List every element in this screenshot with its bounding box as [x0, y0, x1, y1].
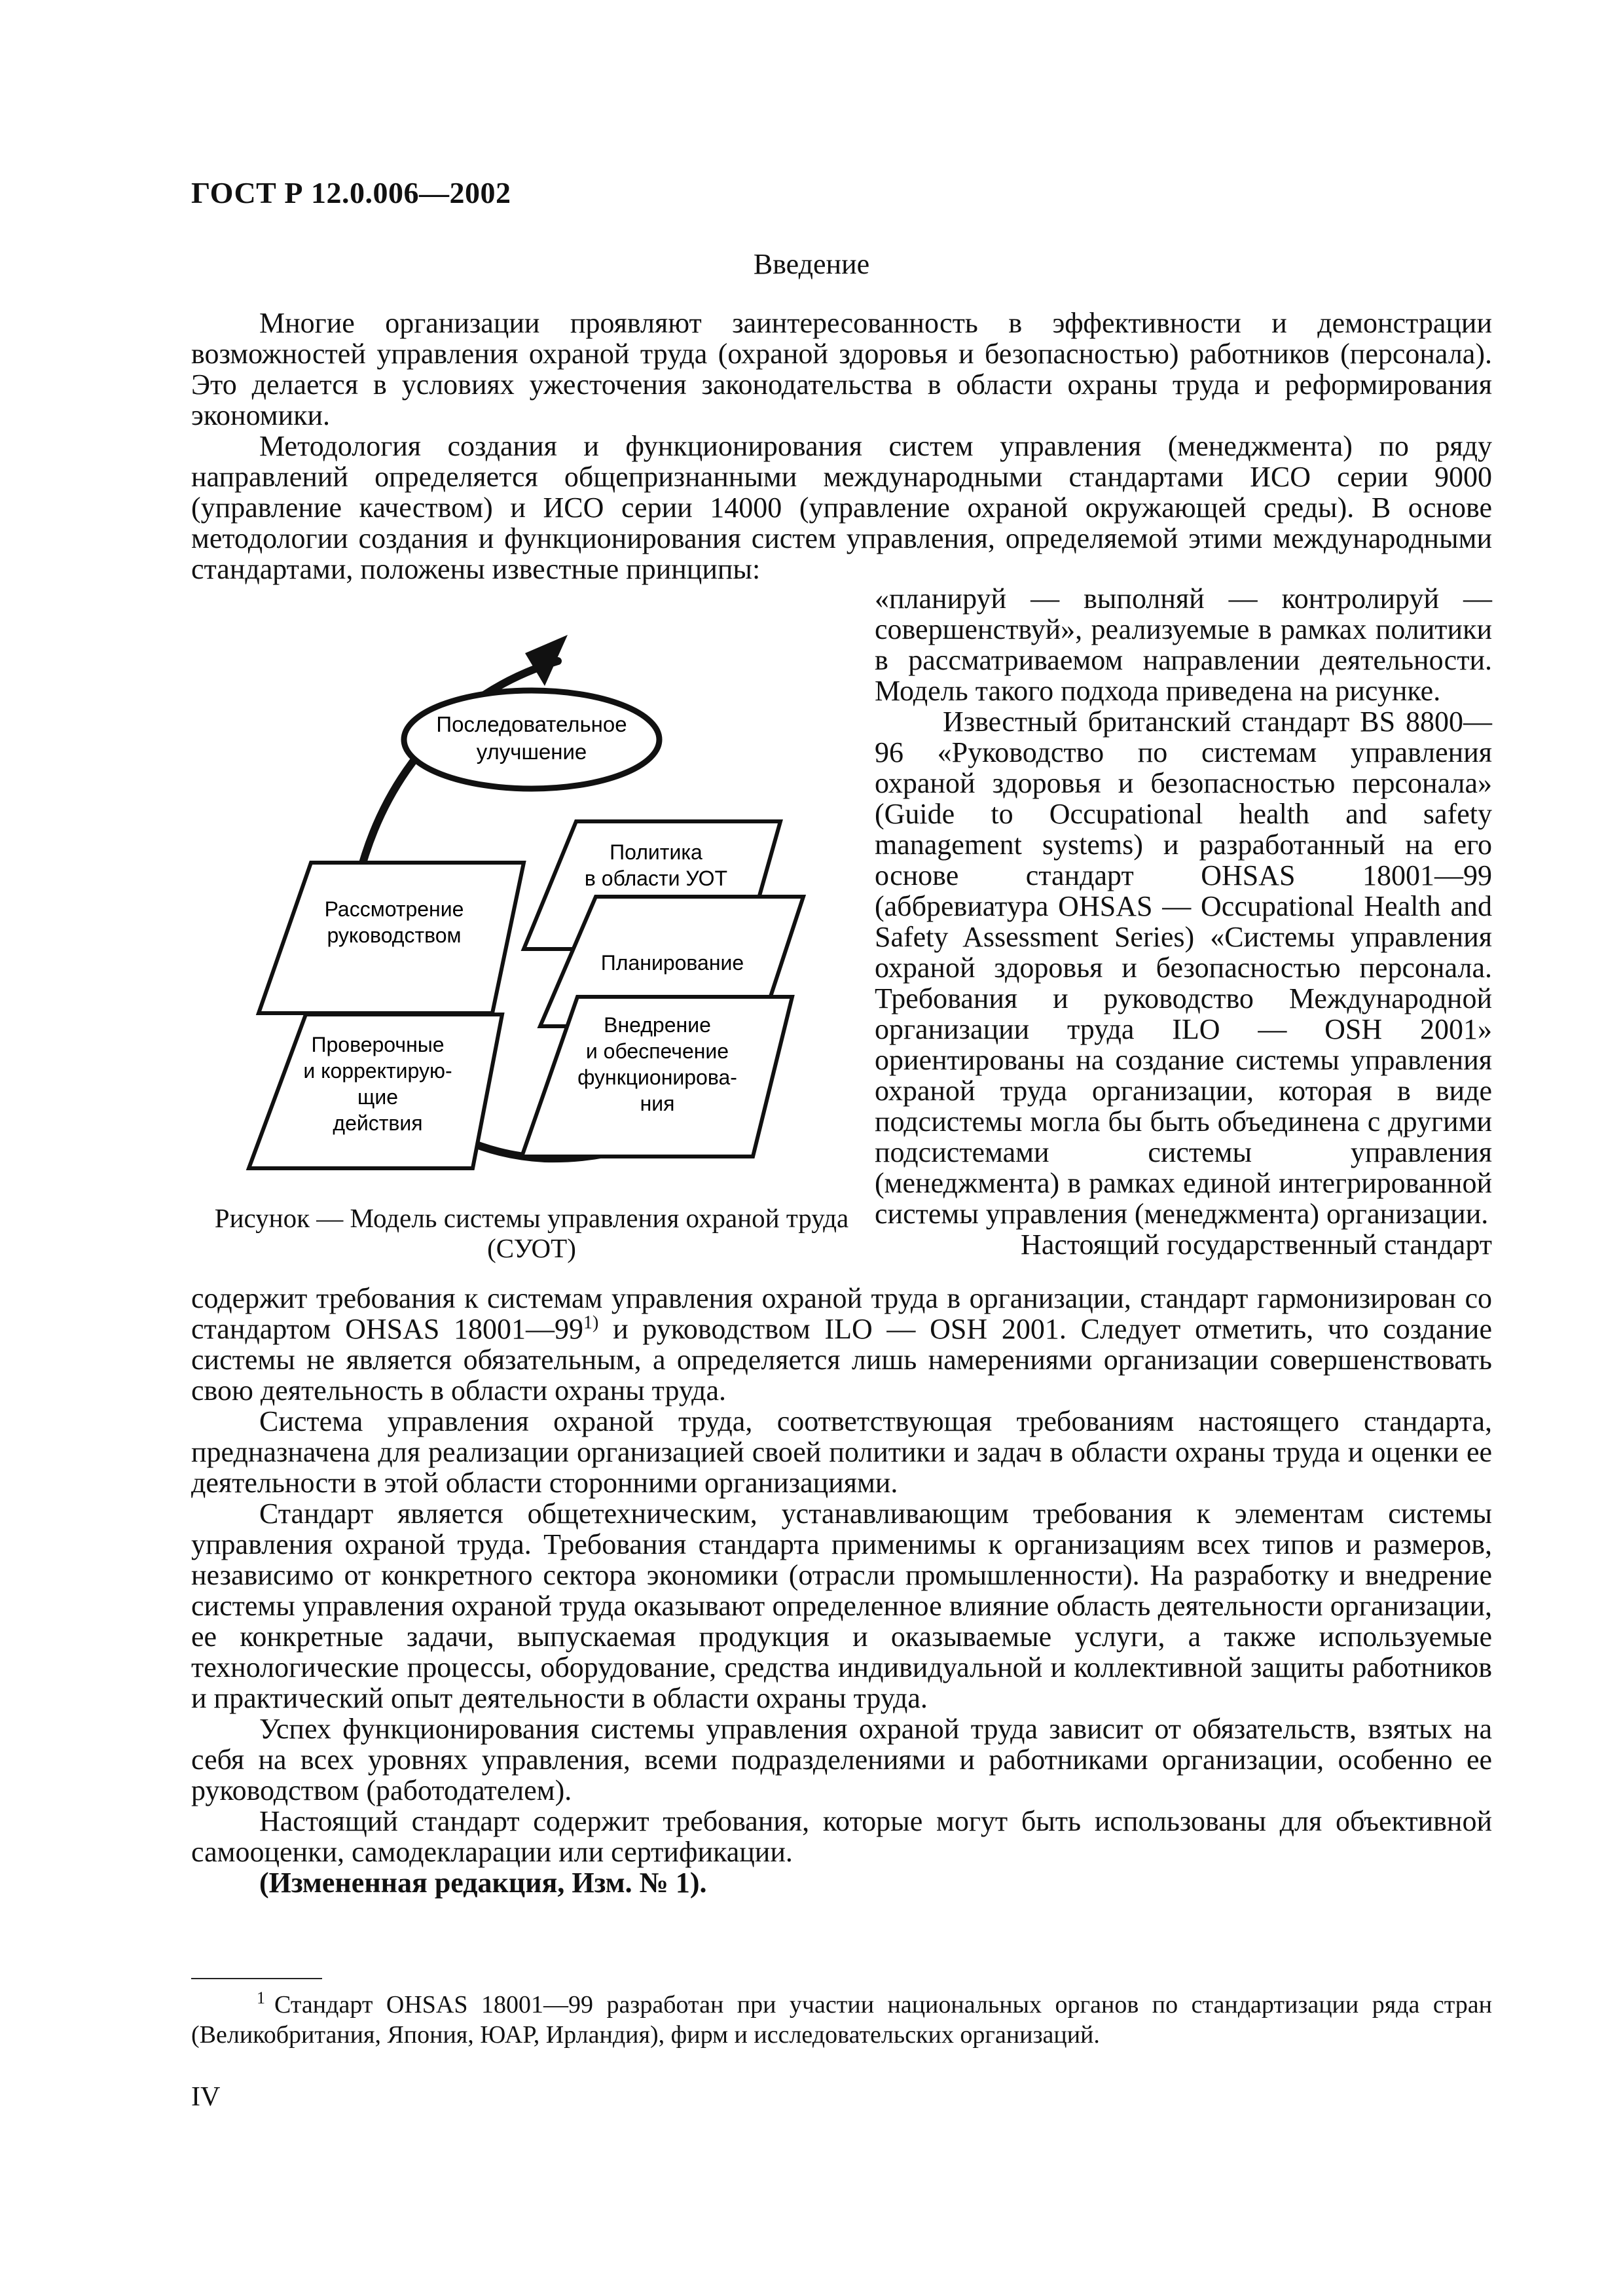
- footnote-text: Стандарт OHSAS 18001—99 разработан при участии национальных органов по стандартизации ряда стран (Великобритания, Япония, ЮАР, Ирландия), фирм и исследовательских организаций.: [191, 1991, 1492, 2049]
- bottom-paragraph-4: Успех функционирования системы управления охраной труда зависит от обязательств, взятых на себя на всех уровнях управления, всеми подразделениями и работниками организации, особенно ее руководством (работодателем).: [191, 1713, 1492, 1806]
- footnote-ref: 1): [583, 1312, 599, 1333]
- check-label-4: действия: [333, 1111, 423, 1135]
- footnote: [191, 1990, 1492, 2050]
- figure-caption-line-1: Рисунок — Модель системы управления охраной труда: [214, 1203, 849, 1233]
- implementation-label-1: Внедрение: [604, 1013, 711, 1037]
- review-label-1: Рассмотрение: [324, 897, 464, 921]
- implementation-label-4: ния: [640, 1092, 675, 1115]
- suot-model-figure: [191, 609, 872, 1276]
- policy-label-1: Политика: [610, 840, 702, 864]
- check-label-3: щие: [357, 1085, 398, 1109]
- suot-diagram: [191, 609, 872, 1198]
- bottom-paragraph-1: [191, 1283, 1492, 1406]
- bottom-paragraph-3: Стандарт является общетехническим, устанавливающим требования к элементам системы управления охраной труда. Требования стандарта применимы к организациям всех типов и размеров, независимо от конкретного сектора экономики (отрасли промышленности). На разработку и внедрение системы управления охраной труда оказывают определенное влияние область деятельности организации, ее конкретные задачи, выпускаемая продукция и оказываемые услуги, а также используемые технологические процессы, оборудование, средства индивидуальной и коллективной защиты работников и практический опыт деятельности в области охраны труда.: [191, 1498, 1492, 1714]
- footnote-divider: [191, 1978, 322, 1979]
- planning-label: Планирование: [600, 951, 744, 975]
- bs-standard-paragraph: Известный британский стандарт BS 8800—96 «Руководство по системам управления охраной здоровья и безопасностью персонала» (Guide to Occupational health and safety management systems) и разработанный на его основе стандарт OHSAS 18001—99 (аббревиатура OHSAS — Occupational Health and Safety Assessment Series) «Системы управления охраной здоровья и безопасностью персонала. Требования и руководство Международной организации труда ILO — OSH 2001» ориентированы на создание системы управления охраной труда организации, которая в виде подсистемы могла бы быть объединена с другими подсистемами системы управления (менеджмента) в рамках единой интегрированной системы управления (менеджмента) организации.: [875, 706, 1492, 1230]
- bottom-paragraph-2: Система управления охраной труда, соответствующая требованиям настоящего стандарта, предназначена для реализации организацией своей политики и задач в области охраны труда и оценки ее деятельности в этой области сторонними организациями.: [191, 1405, 1492, 1499]
- bottom-text: [191, 1283, 1492, 1898]
- improvement-label-2: улучшение: [476, 740, 587, 764]
- footnote-marker: 1: [257, 1988, 265, 2008]
- figure-caption-line-2: (СУОТ): [487, 1233, 576, 1263]
- intro-paragraph-2: Методология создания и функционирования систем управления (менеджмента) по ряду направлений определяется общепризнанными международными стандартами ИСО серии 9000 (управление качеством) и ИСО серии 14000 (управление охраной окружающей среды). В основе методологии создания и функционирования систем управления, определяемой этими международными стандартами, положены известные принципы:: [191, 430, 1492, 585]
- intro-paragraph-1: Многие организации проявляют заинтересованность в эффективности и демонстрации возможностей управления охраной труда (охраной здоровья и безопасностью) работников (персонала). Это делается в условиях ужесточения законодательства в области охраны труда и реформирования экономики.: [191, 307, 1492, 431]
- implementation-label-3: функционирова-: [577, 1066, 737, 1089]
- document-code: ГОСТ Р 12.0.006—2002: [191, 176, 511, 209]
- bottom-paragraph-5: Настоящий стандарт содержит требования, которые могут быть использованы для объективной самооценки, самодекларации или сертификации.: [191, 1805, 1492, 1868]
- standard-lead-line: Настоящий государственный стандарт: [1021, 1229, 1492, 1261]
- improvement-label-1: Последовательное: [436, 712, 627, 736]
- page-number: IV: [191, 2082, 221, 2112]
- bottom-p1-a: содержит требования к системам управления охраной труда в организации, стандарт гармонизирован со стандартом OHSAS 18001—99: [191, 1282, 1492, 1345]
- review-label-2: руководством: [327, 924, 462, 947]
- figure-caption: [191, 1203, 872, 1263]
- amendment-note: (Измененная редакция, Изм. № 1).: [259, 1867, 707, 1899]
- implementation-label-2: и обеспечение: [585, 1039, 729, 1063]
- principles-continuation: «планируй — выполняй — контролируй — совершенствуй», реализуемые в рамках политики в рассматриваемом направлении деятельности. Модель такого подхода приведена на рисунке.: [875, 583, 1492, 707]
- bottom-p1-b: и руководством ILO — OSH 2001. Следует отметить, что создание системы не является обязательным, а определяется лишь намерениями организации совершенствовать свою деятельность в области охраны труда.: [191, 1313, 1493, 1407]
- policy-label-2: в области УОТ: [584, 867, 728, 890]
- check-label-1: Проверочные: [311, 1033, 445, 1056]
- check-label-2: и корректирую-: [303, 1059, 452, 1083]
- right-column-text: [875, 583, 1492, 1260]
- intro-text: [191, 308, 1492, 584]
- section-title: Введение: [753, 248, 870, 280]
